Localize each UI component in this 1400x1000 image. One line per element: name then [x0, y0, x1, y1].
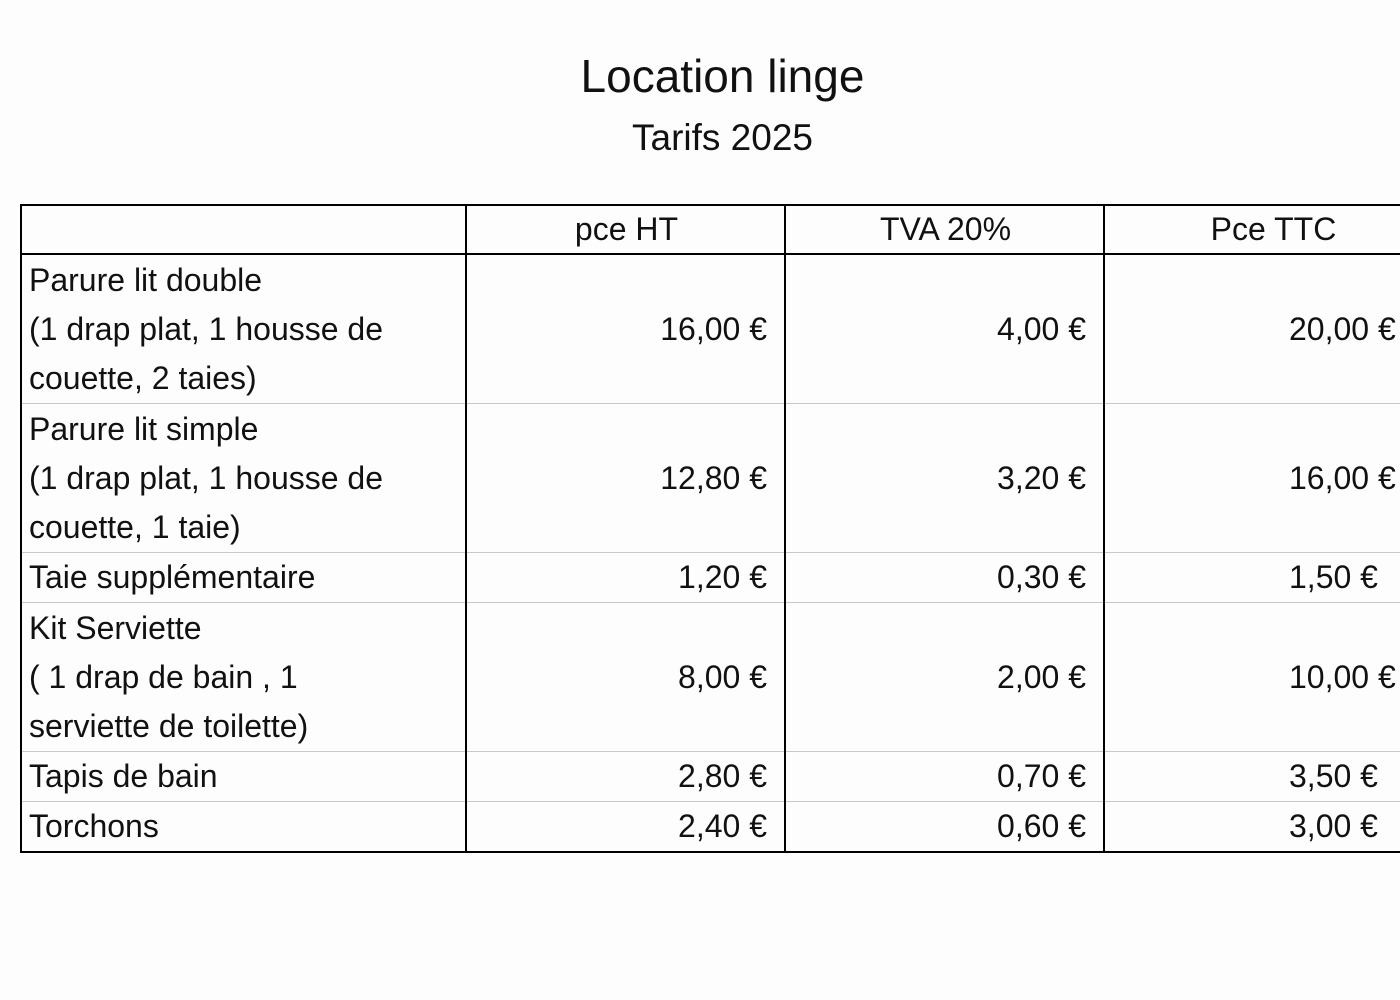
- price-ht-cell: 12,80 €: [466, 404, 785, 553]
- price-ht-cell: 1,20 €: [466, 553, 785, 603]
- column-header-price-ht: pce HT: [466, 205, 785, 254]
- tva-cell: 4,00 €: [785, 254, 1104, 404]
- item-label-cell: [21, 553, 466, 603]
- item-label-line: Tapis de bain: [29, 758, 218, 794]
- price-ttc-cell: 16,00 €: [1104, 404, 1400, 553]
- tva-cell: 3,20 €: [785, 404, 1104, 553]
- item-label-line: serviette de toilette): [29, 707, 309, 744]
- tva-cell: 0,60 €: [785, 802, 1104, 853]
- table-row: [21, 404, 1400, 553]
- price-ttc-cell: 1,50 €: [1104, 553, 1400, 603]
- item-label-line: Taie supplémentaire: [29, 559, 316, 595]
- tva-cell: 2,00 €: [785, 603, 1104, 752]
- item-label-cell: [21, 802, 466, 853]
- item-label-cell: [21, 254, 466, 404]
- table-row: [21, 603, 1400, 752]
- price-ht-cell: 8,00 €: [466, 603, 785, 752]
- item-label-line: (1 drap plat, 1 housse de: [29, 310, 384, 347]
- column-header-item: [21, 205, 466, 254]
- price-ht-cell: 2,80 €: [466, 752, 785, 802]
- table-row: [21, 553, 1400, 603]
- item-label-cell: [21, 404, 466, 553]
- price-ttc-cell: 3,50 €: [1104, 752, 1400, 802]
- table-row: [21, 752, 1400, 802]
- item-label-line: Kit Serviette: [29, 609, 202, 646]
- tva-cell: 0,30 €: [785, 553, 1104, 603]
- item-label-line: couette, 2 taies): [29, 359, 257, 396]
- column-header-price-ttc: Pce TTC: [1104, 205, 1400, 254]
- tva-cell: 0,70 €: [785, 752, 1104, 802]
- item-label-line: couette, 1 taie): [29, 508, 241, 545]
- price-table: [20, 204, 1400, 853]
- price-ttc-cell: 20,00 €: [1104, 254, 1400, 404]
- table-row: [21, 254, 1400, 404]
- item-label-cell: [21, 752, 466, 802]
- price-ht-cell: 2,40 €: [466, 802, 785, 853]
- table-header-row: [21, 205, 1400, 254]
- item-label-line: ( 1 drap de bain , 1: [29, 658, 298, 695]
- page-title: Location linge: [580, 50, 865, 102]
- price-ht-cell: 16,00 €: [466, 254, 785, 404]
- item-label-cell: [21, 603, 466, 752]
- item-label-line: (1 drap plat, 1 housse de: [29, 459, 384, 496]
- page-subtitle: Tarifs 2025: [632, 117, 813, 158]
- item-label-line: Parure lit double: [29, 261, 263, 298]
- price-ttc-cell: 10,00 €: [1104, 603, 1400, 752]
- column-header-tva: TVA 20%: [785, 205, 1104, 254]
- item-label-line: Parure lit simple: [29, 410, 259, 447]
- item-label-line: Torchons: [29, 808, 159, 844]
- price-ttc-cell: 3,00 €: [1104, 802, 1400, 853]
- table-row: [21, 802, 1400, 853]
- table-body: [21, 254, 1400, 852]
